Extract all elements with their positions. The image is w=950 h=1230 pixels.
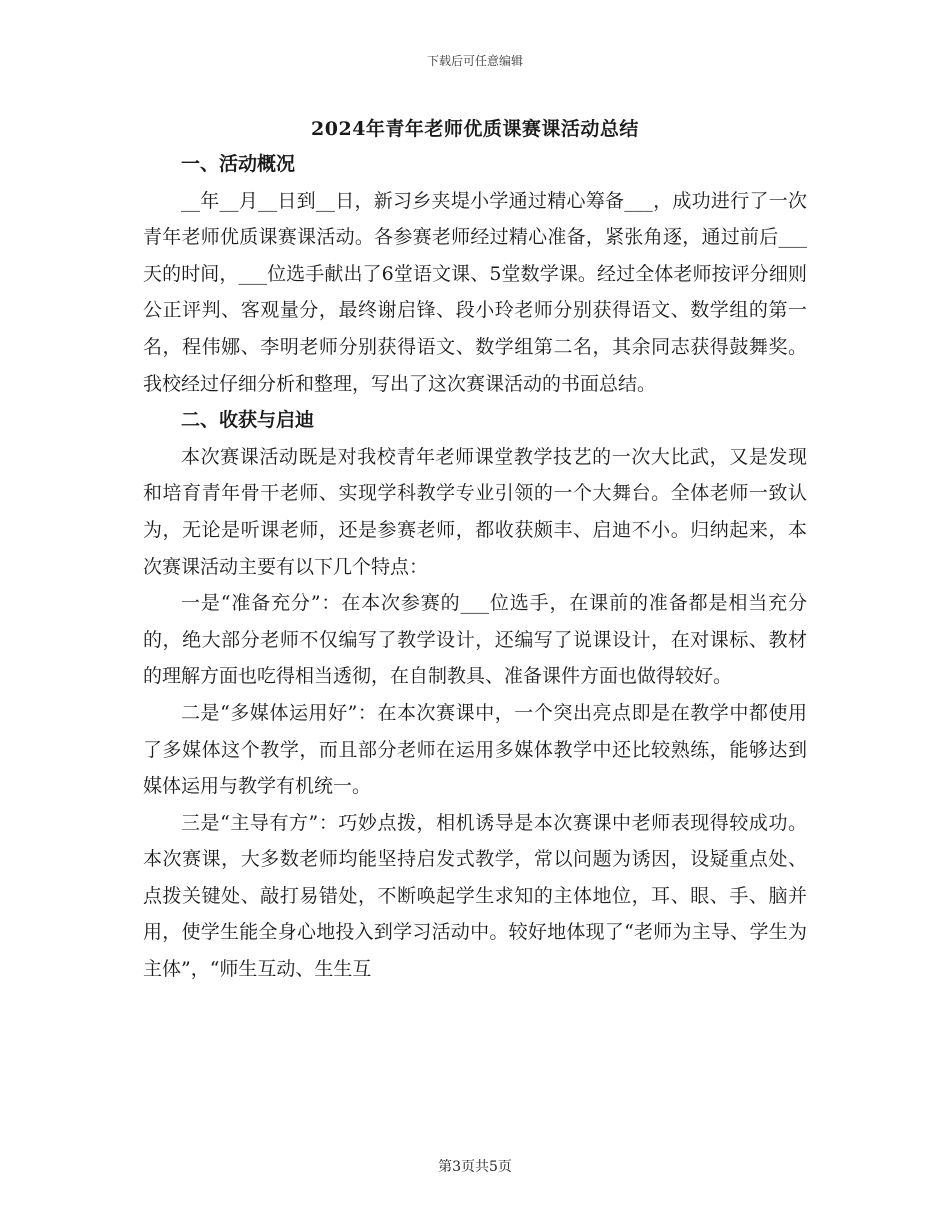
section-heading-gains: 二、收获与启迪 <box>181 409 315 432</box>
page-number: 第3页共5页 <box>438 1159 512 1175</box>
header-note: 下载后可任意编辑 <box>426 54 523 68</box>
overview-paragraph: __年__月__日到__日，新习乡夹堤小学通过精心筹备___，成功进行了一次青年老师优质课赛课活动。各参赛老师经过精心准备，紧张角逐，通过前后___天的时间，___位选手献出了6堂语文课、5堂数学课。经过全体老师按评分细则公正评判、客观量分，最终谢启锋、段小玲老师分别获得语文、数学组的第一名，程伟娜、李明老师分别获得语文、数学组第二名，其余同志获得鼓舞奖。我校经过仔细分析和整理，写出了这次赛课活动的书面总结。 <box>143 189 807 395</box>
feature-multimedia-paragraph: 二是“多媒体运用好”：在本次赛课中，一个突出亮点即是在教学中都使用了多媒体这个教学，而且部分老师在运用多媒体教学中还比较熟练，能够达到媒体运用与教学有机统一。 <box>143 701 807 798</box>
document-title: 2024年青年老师优质课赛课活动总结 <box>311 118 639 140</box>
document-body <box>143 146 807 988</box>
feature-guidance-paragraph: 三是“主导有方”：巧妙点拨，相机诱导是本次赛课中老师表现得较成功。本次赛课，大多数老师均能坚持启发式教学，常以问题为诱因，设疑重点处、点拨关键处、敲打易错处，不断唤起学生求知的主体地位，耳、眼、手、脑并用，使学生能全身心地投入到学习活动中。较好地体现了“老师为主导、学生为主体”，“师生互动、生生互 <box>143 811 807 981</box>
gains-intro-paragraph: 本次赛课活动既是对我校青年老师课堂教学技艺的一次大比武，又是发现和培育青年骨干老师、实现学科教学专业引领的一个大舞台。全体老师一致认为，无论是听课老师，还是参赛老师，都收获颇丰、启迪不小。归纳起来，本次赛课活动主要有以下几个特点： <box>143 445 807 578</box>
feature-preparation-paragraph: 一是“准备充分”：在本次参赛的___位选手，在课前的准备都是相当充分的，绝大部分老师不仅编写了教学设计，还编写了说课设计，在对课标、教材的理解方面也吃得相当透彻，在自制教具、准备课件方面也做得较好。 <box>143 592 807 688</box>
section-heading-overview: 一、活动概况 <box>181 153 296 175</box>
